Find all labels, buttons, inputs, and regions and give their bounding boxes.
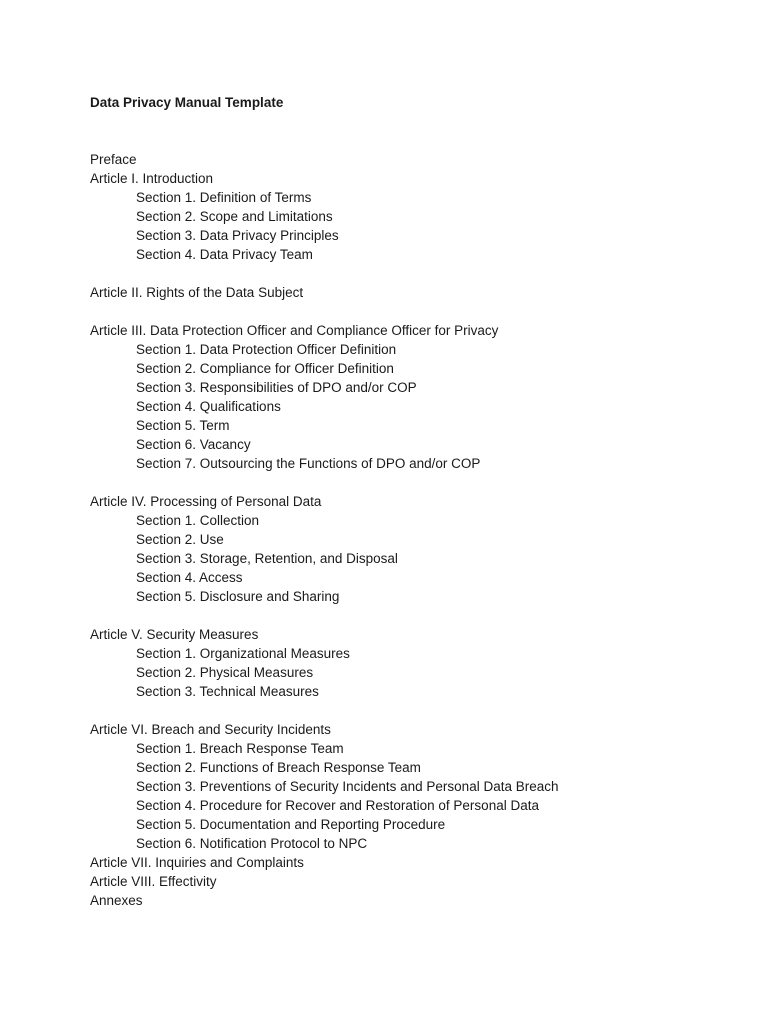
toc-spacer	[90, 473, 730, 492]
toc-section-entry: Section 4. Access	[136, 570, 243, 585]
toc-section-entry: Section 2. Compliance for Officer Definition	[136, 361, 394, 376]
toc-spacer	[90, 701, 730, 720]
toc-section-entry: Section 6. Notification Protocol to NPC	[136, 836, 368, 851]
toc-section-entry: Section 1. Collection	[136, 513, 260, 528]
toc-spacer	[90, 606, 730, 625]
toc-section-entry: Section 4. Qualifications	[136, 399, 281, 414]
toc-section-entry: Section 2. Functions of Breach Response Team	[136, 760, 421, 775]
toc-article-entry: Annexes	[90, 893, 143, 908]
table-of-contents	[90, 150, 730, 910]
toc-article-entry: Article VII. Inquiries and Complaints	[90, 855, 304, 870]
toc-section-entry: Section 5. Documentation and Reporting Procedure	[136, 817, 446, 832]
toc-article-entry: Article III. Data Protection Officer and Compliance Officer for Privacy	[90, 323, 499, 338]
toc-section-entry: Section 2. Use	[136, 532, 224, 547]
toc-section-entry: Section 5. Term	[136, 418, 230, 433]
toc-spacer	[90, 302, 730, 321]
toc-section-entry: Section 5. Disclosure and Sharing	[136, 589, 340, 604]
toc-section-entry: Section 3. Data Privacy Principles	[136, 228, 339, 243]
toc-section-entry: Section 4. Data Privacy Team	[136, 247, 313, 262]
toc-section-entry: Section 3. Responsibilities of DPO and/or COP	[136, 380, 417, 395]
toc-section-entry: Section 3. Preventions of Security Incidents and Personal Data Breach	[136, 779, 559, 794]
toc-section-entry: Section 2. Scope and Limitations	[136, 209, 333, 224]
toc-spacer	[90, 264, 730, 283]
toc-article-entry: Article II. Rights of the Data Subject	[90, 285, 304, 300]
toc-article-entry: Preface	[90, 152, 137, 167]
toc-article-entry: Article IV. Processing of Personal Data	[90, 494, 322, 509]
toc-section-entry: Section 6. Vacancy	[136, 437, 251, 452]
toc-article-entry: Article V. Security Measures	[90, 627, 259, 642]
toc-section-entry: Section 1. Organizational Measures	[136, 646, 350, 661]
toc-section-entry: Section 2. Physical Measures	[136, 665, 314, 680]
toc-section-entry: Section 4. Procedure for Recover and Restoration of Personal Data	[136, 798, 539, 813]
toc-section-entry: Section 3. Technical Measures	[136, 684, 319, 699]
toc-article-entry: Article VIII. Effectivity	[90, 874, 217, 889]
toc-section-entry: Section 1. Breach Response Team	[136, 741, 344, 756]
toc-section-entry: Section 1. Definition of Terms	[136, 190, 312, 205]
document-content	[90, 93, 730, 910]
toc-section-entry: Section 3. Storage, Retention, and Disposal	[136, 551, 398, 566]
toc-section-entry: Section 1. Data Protection Officer Definition	[136, 342, 397, 357]
toc-article-entry: Article VI. Breach and Security Incidents	[90, 722, 331, 737]
toc-article-entry: Article I. Introduction	[90, 171, 214, 186]
toc-section-entry: Section 7. Outsourcing the Functions of DPO and/or COP	[136, 456, 481, 471]
document-title: Data Privacy Manual Template	[90, 95, 284, 110]
